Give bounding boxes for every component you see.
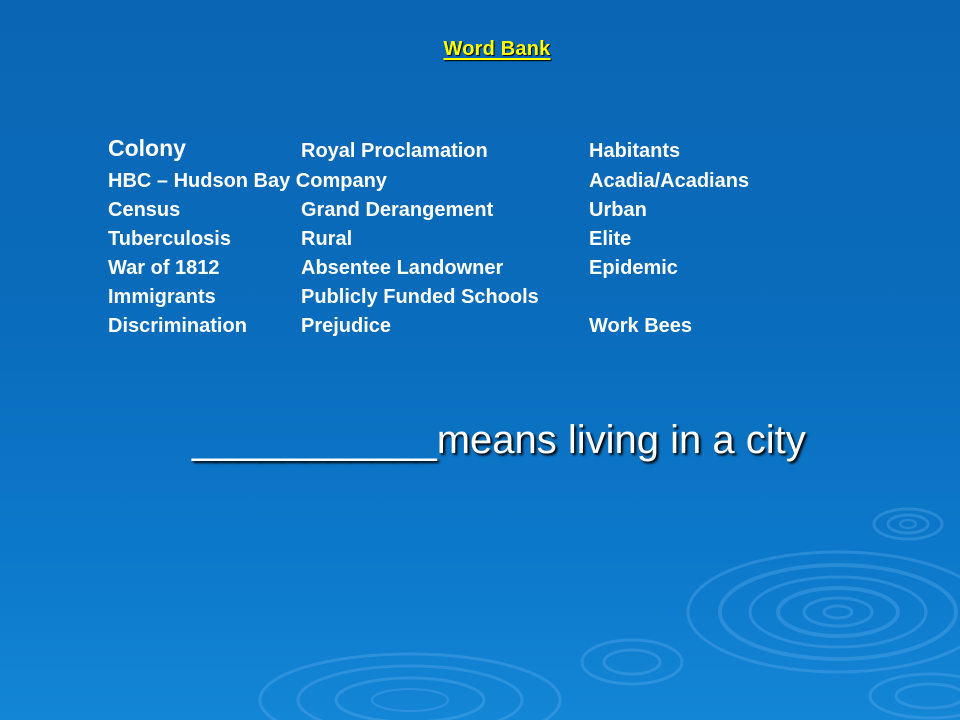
word-bank-item: Publicly Funded Schools bbox=[301, 286, 539, 308]
word-bank-item: Royal Proclamation bbox=[301, 140, 488, 162]
word-bank-item: Urban bbox=[589, 199, 647, 221]
fill-in-blank-question: ___________means living in a city bbox=[192, 418, 806, 462]
word-bank-item: Immigrants bbox=[108, 286, 216, 308]
word-bank-item: Census bbox=[108, 199, 181, 221]
word-bank-item: Elite bbox=[589, 228, 632, 250]
word-bank-item: Habitants bbox=[589, 140, 681, 162]
word-bank-item: Tuberculosis bbox=[108, 228, 231, 250]
word-bank-item: Colony bbox=[108, 135, 186, 161]
word-bank-item: Epidemic bbox=[589, 257, 678, 279]
word-bank-item: Grand Derangement bbox=[301, 199, 494, 221]
word-bank-title: Word Bank bbox=[443, 38, 551, 60]
word-bank-item: Rural bbox=[301, 228, 353, 250]
word-bank-list bbox=[108, 136, 828, 346]
word-bank-item: Work Bees bbox=[589, 315, 693, 337]
word-bank-item: Absentee Landowner bbox=[301, 257, 504, 279]
word-bank-item: Acadia/Acadians bbox=[589, 170, 750, 192]
word-bank-item: Discrimination bbox=[108, 315, 247, 337]
word-bank-item: War of 1812 bbox=[108, 257, 220, 279]
word-bank-item: HBC – Hudson Bay Company bbox=[108, 170, 387, 192]
word-bank-item: Prejudice bbox=[301, 315, 392, 337]
